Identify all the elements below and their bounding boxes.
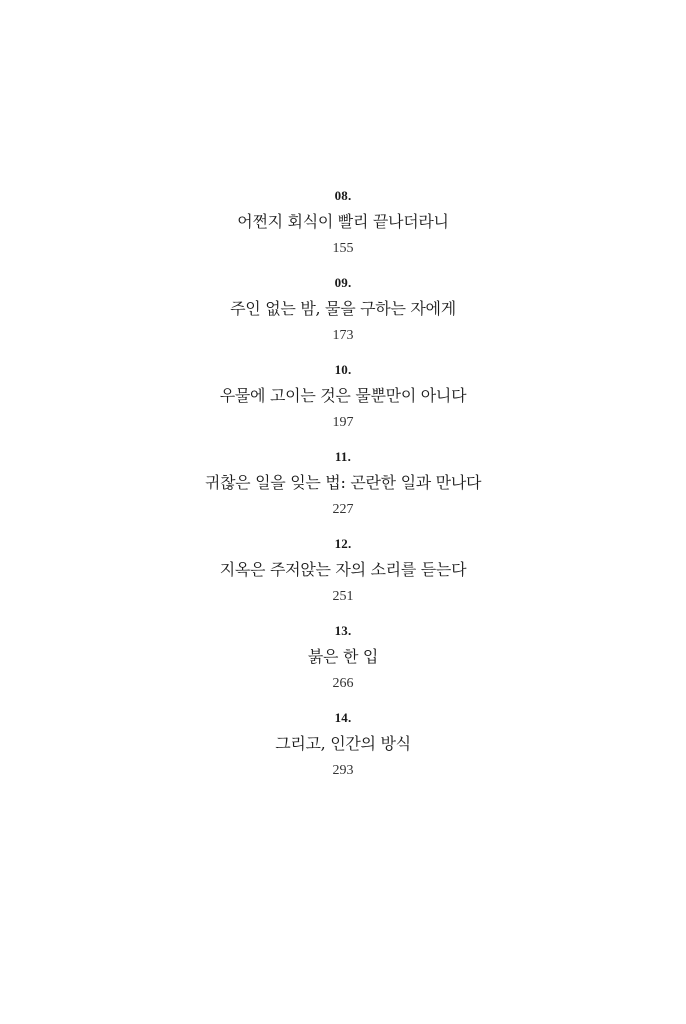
- chapter-title: 지옥은 주저앉는 자의 소리를 듣는다: [219, 560, 467, 579]
- chapter-title: 어쩐지 회식이 빨리 끝나더라니: [237, 212, 449, 231]
- chapter-page-number: 251: [332, 589, 354, 604]
- chapter-page-number: 293: [332, 763, 354, 778]
- toc-entry: [0, 534, 686, 621]
- chapter-page-number: 197: [332, 415, 354, 430]
- chapter-page-number: 173: [332, 328, 354, 343]
- chapter-number: 14.: [334, 710, 352, 725]
- chapter-title: 우물에 고이는 것은 물뿐만이 아니다: [219, 386, 467, 405]
- chapter-number: 10.: [334, 362, 352, 377]
- chapter-number: 13.: [334, 623, 352, 638]
- toc-entry: [0, 447, 686, 534]
- chapter-title: 귀찮은 일을 잊는 법: 곤란한 일과 만나다: [204, 473, 482, 492]
- chapter-title: 주인 없는 밤, 물을 구하는 자에게: [230, 299, 456, 318]
- chapter-number: 09.: [334, 275, 352, 290]
- toc-entry: [0, 360, 686, 447]
- chapter-number: 11.: [334, 449, 352, 464]
- chapter-title: 그리고, 인간의 방식: [275, 734, 411, 753]
- toc-entry: [0, 186, 686, 273]
- chapter-number: 08.: [334, 188, 352, 203]
- toc-entry: [0, 621, 686, 708]
- chapter-title: 붉은 한 입: [307, 647, 379, 666]
- chapter-page-number: 227: [332, 502, 354, 517]
- chapter-page-number: 155: [332, 241, 354, 256]
- toc-entry: [0, 708, 686, 795]
- toc-entry: [0, 273, 686, 360]
- table-of-contents: [0, 186, 686, 795]
- chapter-number: 12.: [334, 536, 352, 551]
- chapter-page-number: 266: [332, 676, 354, 691]
